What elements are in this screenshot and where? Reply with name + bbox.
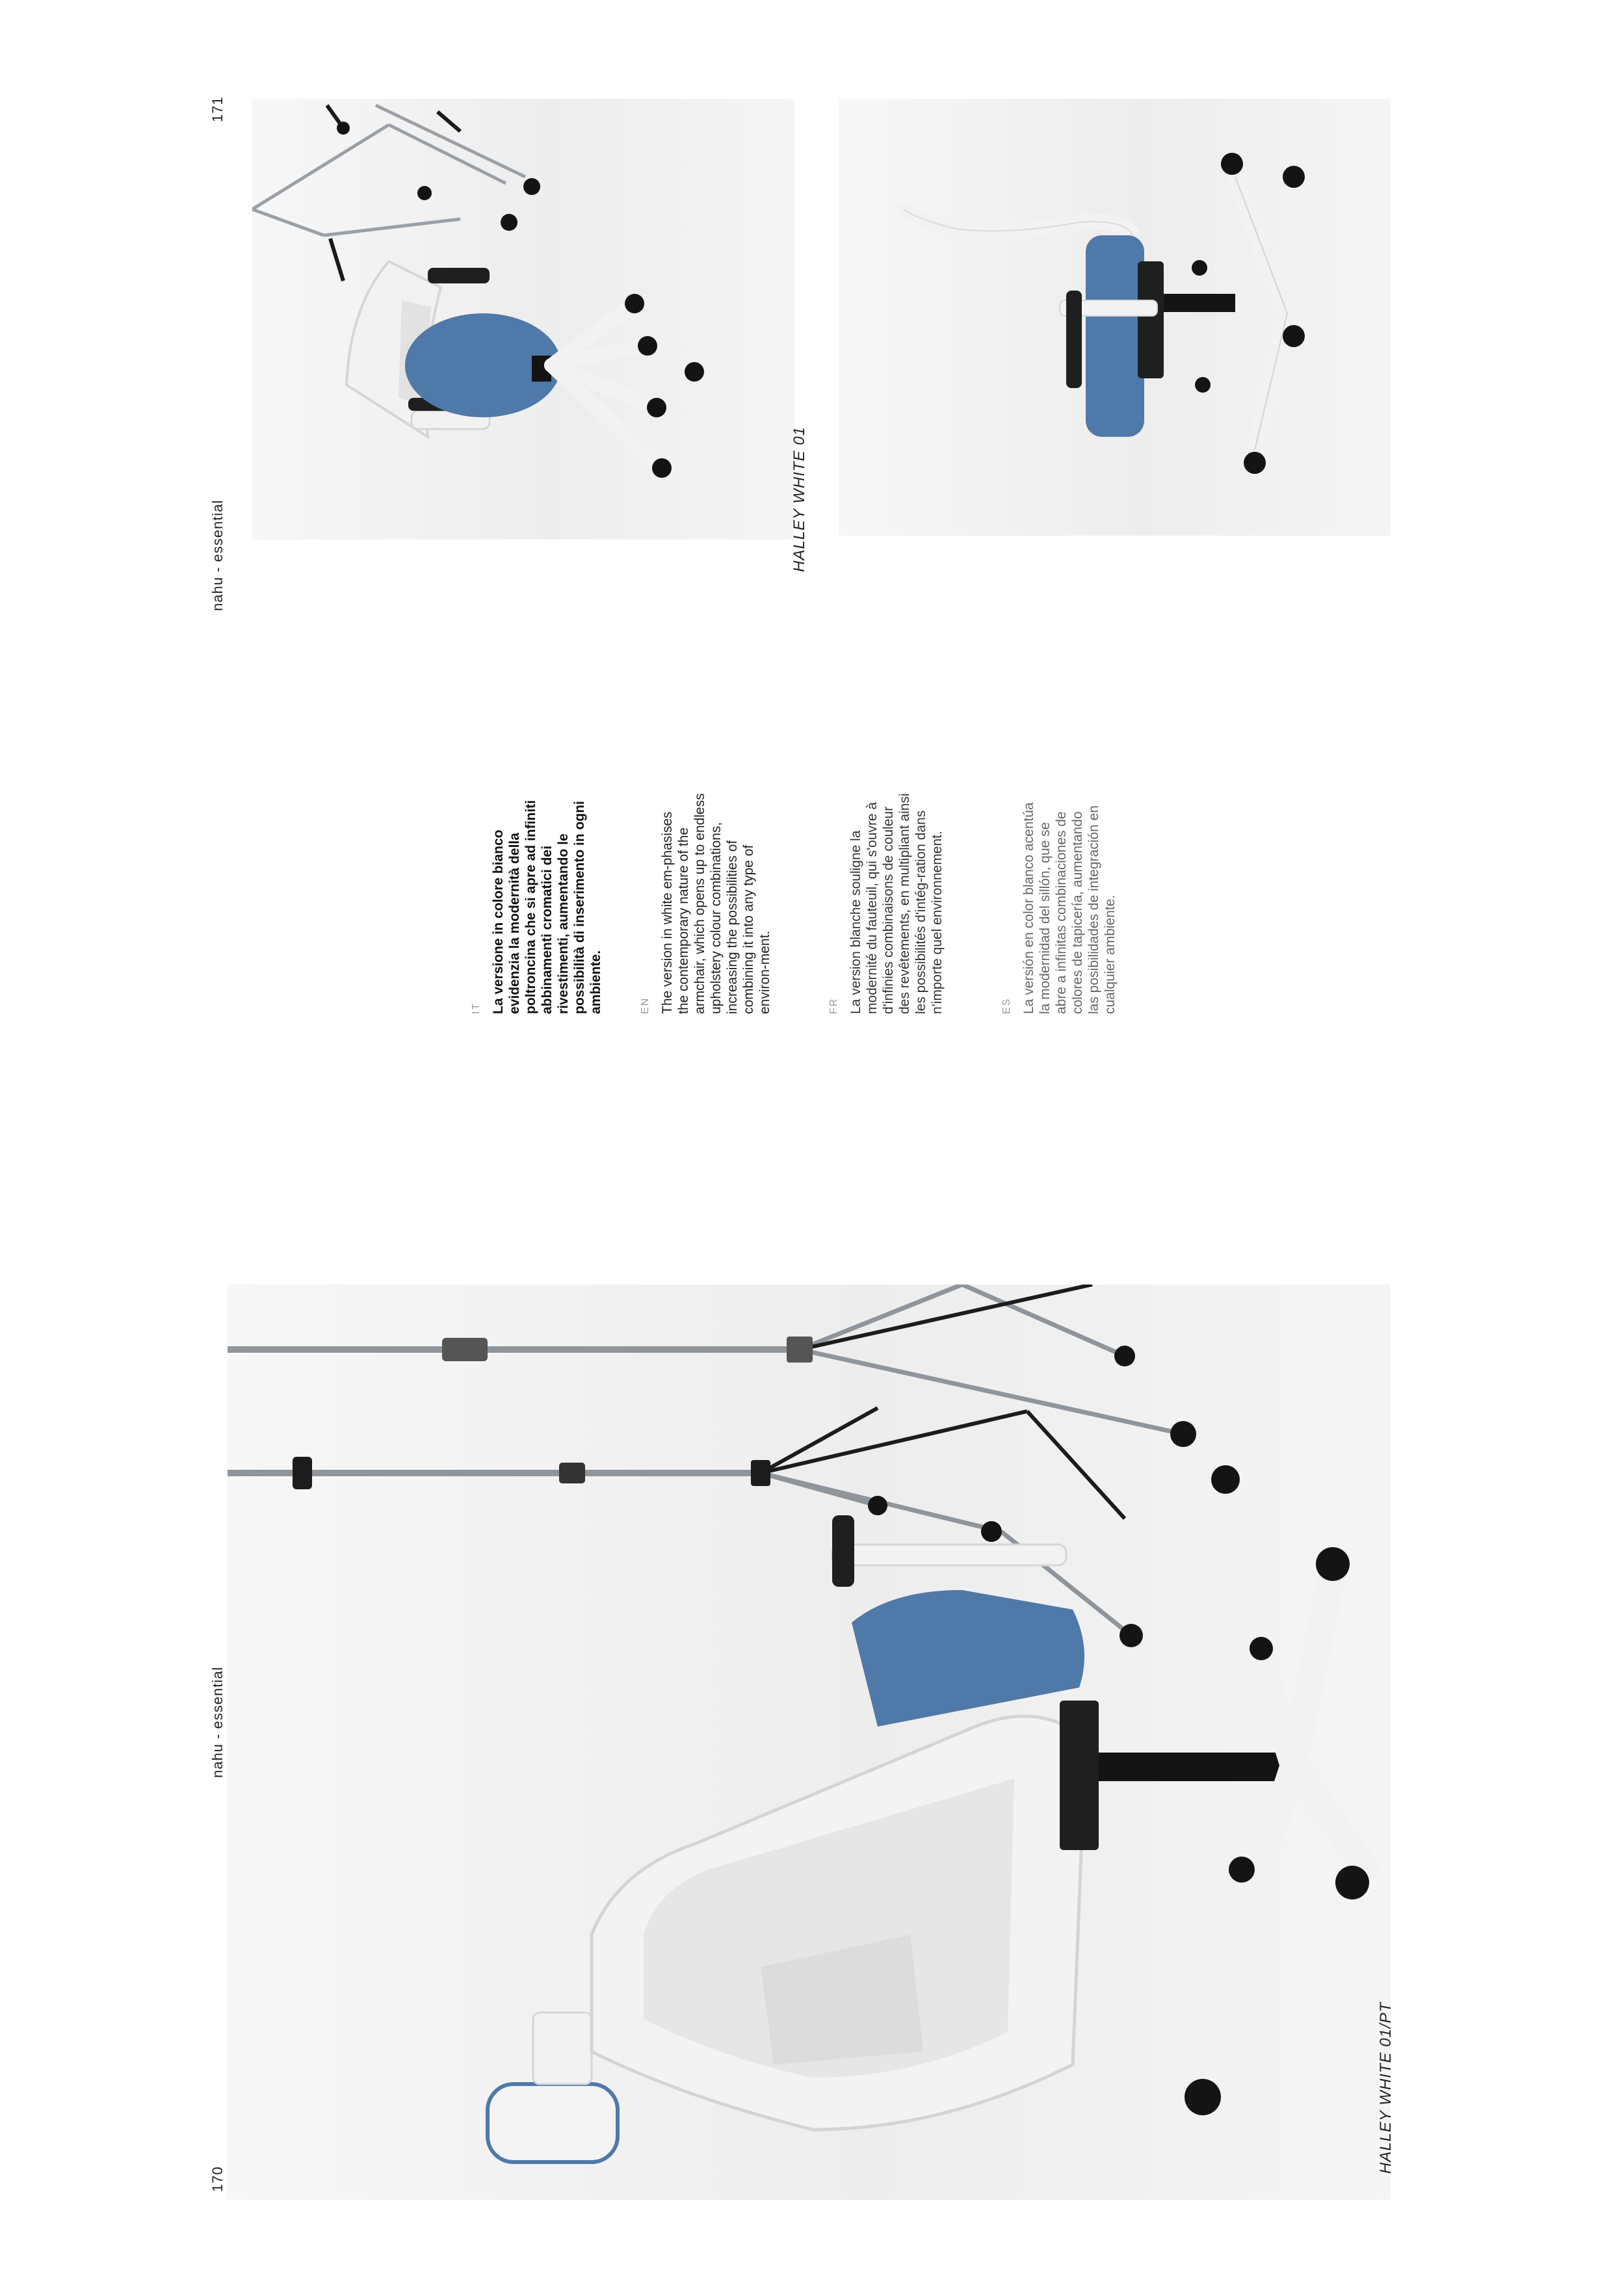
description-es-text: La versión en color blanco acentúa la modernidad del sillón, que se abre a infinitas combinaciones de colores de tapicería, aumentando las posibilidades de integración en cualquier ambiente. <box>1021 802 1118 1014</box>
caption-halley-white-01-pt: HALLEY WHITE 01/PT <box>1377 2002 1395 2174</box>
photo-chair-side-view <box>839 99 1391 536</box>
lang-label-en: EN <box>640 997 651 1014</box>
lang-label-fr: FR <box>828 997 839 1014</box>
chair-side-illustration <box>839 99 1391 536</box>
photo-chair-with-rack <box>252 99 794 540</box>
chair-headrest-illustration <box>228 1285 1391 2200</box>
page-number-171: 171 <box>209 96 226 122</box>
running-header-right: nahu - essential <box>209 499 226 611</box>
lang-label-es: ES <box>1001 997 1012 1014</box>
running-header-left: nahu - essential <box>209 1666 226 1778</box>
caption-halley-white-01: HALLEY WHITE 01 <box>791 426 808 572</box>
photo-chair-with-headrest <box>228 1285 1391 2200</box>
description-en-text: The version in white em-phasises the contemporary nature of the armchair, which opens up to endless upholstery colour combinations, increasing the possibilities of combining it into any type of environ-ment. <box>660 793 772 1014</box>
description-es <box>1001 793 1118 1014</box>
description-it <box>471 793 604 1014</box>
chair-with-rack-illustration <box>252 99 794 540</box>
description-it-text: La versione in colore bianco evidenzia la modernità della poltroncina che si apre ad infiniti abbinamenti cromatici dei rivestimenti, aumentando le possibilità di inserimento in ogni ambiente. <box>491 800 603 1014</box>
description-fr <box>828 793 945 1014</box>
description-fr-text: La version blanche souligne la modernité du fauteuil, qui s'ouvre à d'infinies combinaisons de couleur des revêtements, en multipliant ainsi les possibilités d'intég-ration dans n'importe quel environnement. <box>848 793 945 1014</box>
lang-label-it: IT <box>471 1002 482 1014</box>
page-number-170: 170 <box>209 2166 226 2192</box>
description-en <box>640 793 773 1014</box>
